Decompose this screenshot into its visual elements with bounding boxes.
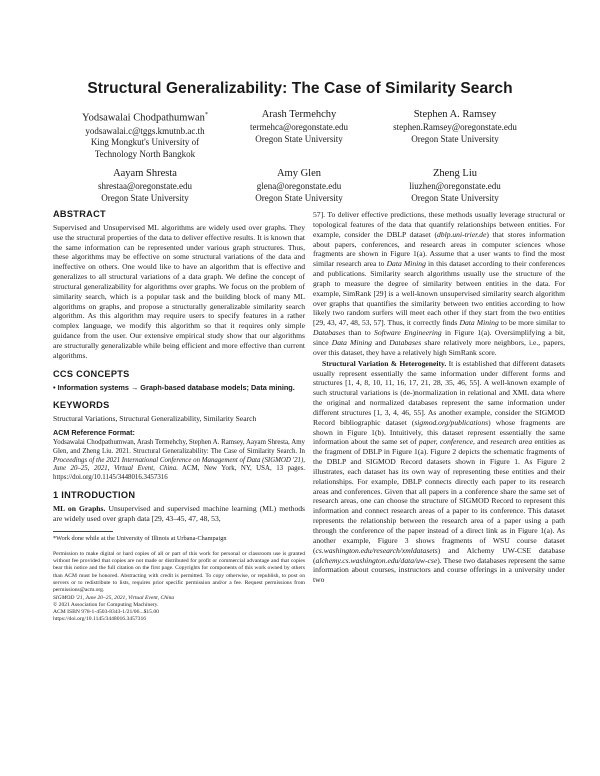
left-column <box>53 210 305 624</box>
author-affiliation: Oregon State University <box>255 192 343 203</box>
introduction-heading: 1 INTRODUCTION <box>53 490 136 501</box>
doi: https://doi.org/10.1145/3448016.3457316 <box>53 616 147 623</box>
author-email: stephen.Ramsey@oregonstate.edu <box>393 122 517 132</box>
author-name: Zheng Liu <box>432 168 478 179</box>
introduction-text: ML on Graphs. Unsupervised and supervised machine learning (ML) methods are widely used over graph data [29, 43–45, 47, 48, 53, <box>53 504 305 523</box>
keywords-heading: KEYWORDS <box>53 400 110 411</box>
author-email: termehca@oregonstate.edu <box>250 122 348 132</box>
author-affiliation: King Mongkut's University of Technology North Bangkok <box>90 137 200 159</box>
isbn: ACM ISBN 978-1-4503-8343-1/21/06...$15.00 <box>53 609 159 616</box>
author-email: liuzhen@oregonstate.edu <box>409 181 501 191</box>
abstract-heading: ABSTRACT <box>53 209 106 219</box>
author-affiliation: Oregon State University <box>411 133 499 144</box>
acm-reference-heading: ACM Reference Format: <box>53 427 135 437</box>
body-paragraph: 57]. To deliver effective predictions, these methods usually leverage structural or topological features of the data that quantify relationships between entities. For example, consider the DBLP dataset (dblp.uni-trier.de) that stores information about papers, conferences, and research areas in computer sciences whose fragments are shown in Figure 1(a). Assume that a user wants to find the most similar research area to Data Mining in this dataset according to their conferences and publications. Similarity search algorithms usually use the structure of the graph to measure the degree of similarity between entities in the data. For example, SimRank [29] is a well-known unsupervised similarity search algorithm over graphs that quantifies the similarity between two entities according to how likely two random surfers will meet each other if they start from the two entities [29, 43, 47, 48, 53, 57]. Thus, it correctly finds Data Mining to be more similar to Databases than to Software Engineering in Figure 1(a). Oversimplifying a bit, since Data Mining and Databases share relatively more neighbors, i.e., papers, over this dataset, they have a relatively high SimRank score. <box>313 210 565 357</box>
keywords-text: Structural Variations, Structural Generalizability, Similarity Search <box>53 413 257 423</box>
abstract-text: Supervised and Unsupervised ML algorithms are widely used over graphs. They use the structural properties of the data to deliver effective results. It is known that the same information can be represented under various graph structures. Thus, these algorithms may be effective on some structural variations of the data and ineffective on others. One would like to have an algorithm that is effective and generalizes to all structural variations of a data graph. We define the concept of structural generalizability for algorithms over graphs. We focus on the problem of similarity search, which is a popular task and the building block of many ML algorithms on graphs, and propose a structurally generalizable similarity search algorithm. As this algorithm may require users to specify features in a rather complex language, we modify this algorithm so that it requires only simple guidance from the user. Our extensive empirical study show that our algorithms are structurally generalizable while being efficient and more effective than current algorithms. <box>53 222 305 360</box>
venue: SIGMOD '21, June 20–25, 2021, Virtual Event, China <box>53 594 175 601</box>
author-email: shrestaa@oregonstate.edu <box>97 181 192 191</box>
author-block <box>360 167 550 204</box>
body-paragraph: Structural Variation & Heterogeneity. It is established that different datasets usually represent essentially the same information under different forms and structures [1, 4, 8, 10, 11, 16, 17, 21, 28, 35, 46, 55]. A well-known example of such structural variations is (de-)normalization in relational and XML data where the original and normalized databases represent the same information under different structures [1, 3, 4, 46, 55]. As another example, consider the SIGMOD Record bibliographic dataset (sigmod.org/publications) whose fragments are shown in Figure 1(b). Intuitively, this dataset represent essentially the same information about the same set of paper, conference, and research area entities as the fragment of DBLP in Figure 1(a). Figure 2 depicts the schematic fragments of the DBLP and SIGMOD Record datasets shown in Figure 1. As Figure 2 illustrates, each dataset has its own way of representing these entities and their relationships. For example, DBLP connects directly each paper to its research areas and conferences. Given that all papers in a conference share the same set of research areas, one can choose the structure of SIGMOD Record to represent this information and connect research areas of a paper to its conference. This dataset represents the relationship between the research area of a paper using a path through the conference of the paper instead of a direct link as in Figure 1(a). As another example, Figure 3 shows fragments of WSU course dataset (cs.washington.edu/research/xmldatasets) and Alchemy UW-CSE database (alchemy.cs.washington.edu/data/uw-cse). These two databases represent the same information about courses, instructors and course offerings in a university under two <box>313 358 565 585</box>
acm-reference-text: Yodsawalai Chodpathumwan, Arash Termehchy, Stephen A. Ramsey, Aayam Shresta, Amy Glen, and Zheng Liu. 2021. Structural Generalizability: The Case of Similarity Search. In Proceedings of the 2021 International Conference on Management of Data (SIGMOD '21), June 20–25, 2021, Virtual Event, China. ACM, New York, NY, USA, 13 pages. https://doi.org/10.1145/3448016.3457316 <box>53 438 305 482</box>
ccs-heading: CCS CONCEPTS <box>53 368 130 379</box>
keywords-section <box>53 401 305 424</box>
author-block <box>360 108 550 145</box>
footnote: *Work done while at the University of Illinois at Urbana-Champaign <box>53 534 227 542</box>
author-name: Arash Termehchy <box>261 109 337 120</box>
author-name: Aayam Shresta <box>113 168 177 179</box>
footnote-rule <box>53 531 113 532</box>
abstract-section <box>53 210 305 361</box>
ccs-text: • Information systems → Graph-based database models; Data mining. <box>53 382 295 392</box>
ccs-section <box>53 370 305 392</box>
author-name: Stephen A. Ramsey <box>413 109 497 120</box>
author-affiliation: Oregon State University <box>411 192 499 203</box>
permission-text: Permission to make digital or hard copies of all or part of this work for personal or classroom use is granted without fee provided that copies are not made or distributed for profit or commercial advantage and that copies bear this notice and the full citation on the first page. Copyrights for components of this work owned by others than ACM must be honored. Abstracting with credit is permitted. To copy otherwise, or republish, to post on servers or to redistribute to lists, requires prior specific permission and/or a fee. Request permissions from permissions@acm.org. <box>53 550 305 594</box>
author-name: Amy Glen <box>276 168 322 179</box>
author-email: yodsawalai.c@tggs.kmutnb.ac.th <box>85 125 205 136</box>
acm-reference <box>53 429 305 483</box>
permission-block <box>53 551 305 624</box>
author-affiliation: Oregon State University <box>255 133 343 144</box>
author-email: glena@oregonstate.edu <box>256 181 342 191</box>
right-column <box>313 210 565 585</box>
introduction-section <box>53 491 305 524</box>
paper-title: Structural Generalizability: The Case of Similarity Search <box>87 80 513 97</box>
author-name: Yodsawalai Chodpathumwan* <box>82 112 208 124</box>
author-affiliation: Oregon State University <box>101 192 189 203</box>
copyright: © 2021 Association for Computing Machinery. <box>53 601 159 608</box>
